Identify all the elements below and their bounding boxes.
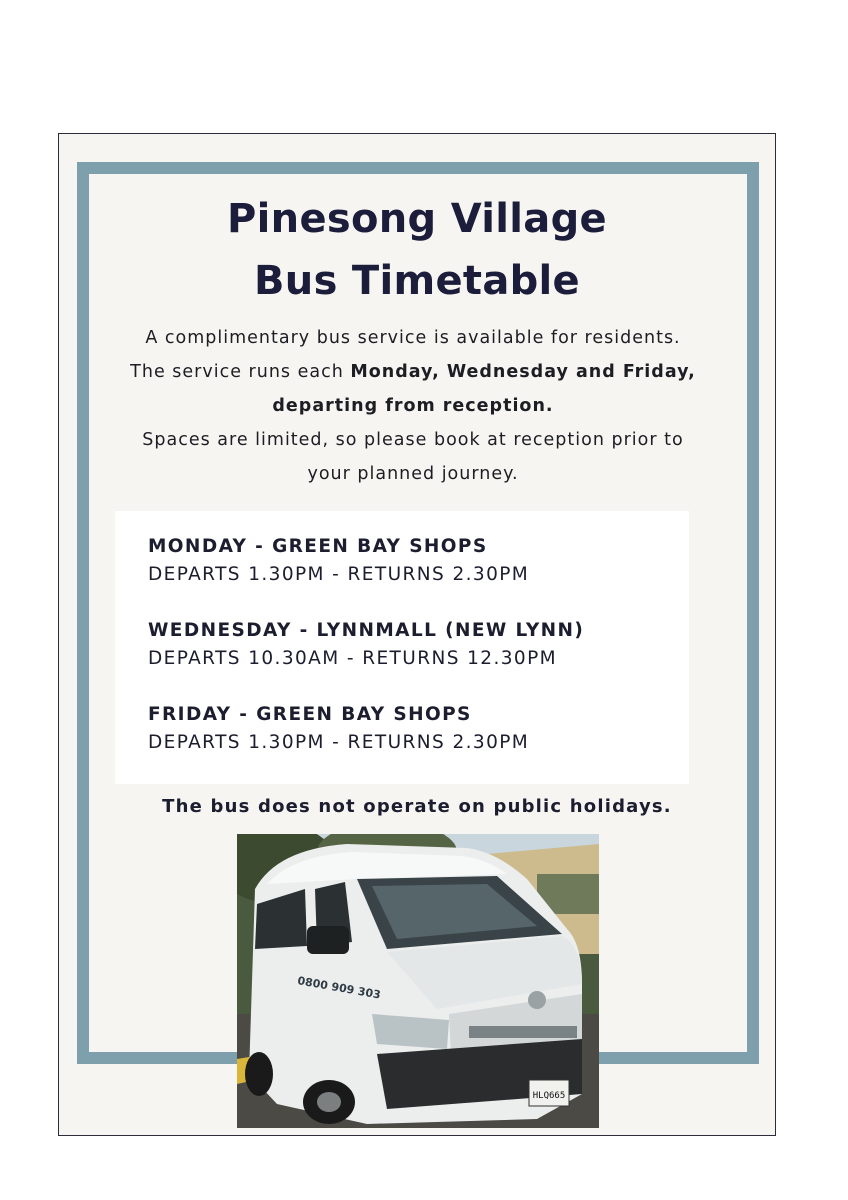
van-image: [237, 834, 599, 1128]
intro-line-1: A complimentary bus service is available for residents.: [145, 328, 681, 348]
poster: [58, 133, 776, 1136]
schedule-times: DEPARTS 1.30PM - RETURNS 2.30PM: [148, 564, 530, 585]
schedule-entry-monday: [148, 533, 529, 589]
intro-text: [89, 321, 737, 491]
bus-photo: [237, 834, 599, 1128]
schedule-entry-friday: [148, 701, 529, 757]
schedule-times: DEPARTS 10.30AM - RETURNS 12.30PM: [148, 648, 557, 669]
schedule-entry-wednesday: [148, 617, 584, 673]
plate-text: HLQ665: [532, 1091, 566, 1101]
schedule-times: DEPARTS 1.30PM - RETURNS 2.30PM: [148, 732, 530, 753]
intro-line-2: [89, 355, 737, 389]
intro-service-days: Monday, Wednesday and Friday,: [350, 362, 696, 382]
schedule-route: WEDNESDAY - LYNNMALL (NEW LYNN): [148, 620, 585, 641]
intro-line-4: Spaces are limited, so please book at reception prior to: [142, 430, 684, 450]
schedule-route: FRIDAY - GREEN BAY SHOPS: [148, 704, 472, 725]
holiday-notice: The bus does not operate on public holidays.: [162, 796, 672, 817]
title-line-2: Bus Timetable: [254, 258, 580, 304]
van-phone-text: 0800 909 303: [296, 974, 382, 1002]
intro-departure-point: departing from reception.: [272, 396, 554, 416]
intro-line-3: [89, 389, 737, 423]
page-title: [59, 188, 775, 312]
schedule-route: MONDAY - GREEN BAY SHOPS: [148, 536, 488, 557]
intro-line-2-plain: The service runs each: [130, 362, 351, 382]
schedule-box: [115, 511, 689, 784]
intro-line-5: your planned journey.: [307, 464, 519, 484]
title-line-1: Pinesong Village: [227, 196, 607, 242]
